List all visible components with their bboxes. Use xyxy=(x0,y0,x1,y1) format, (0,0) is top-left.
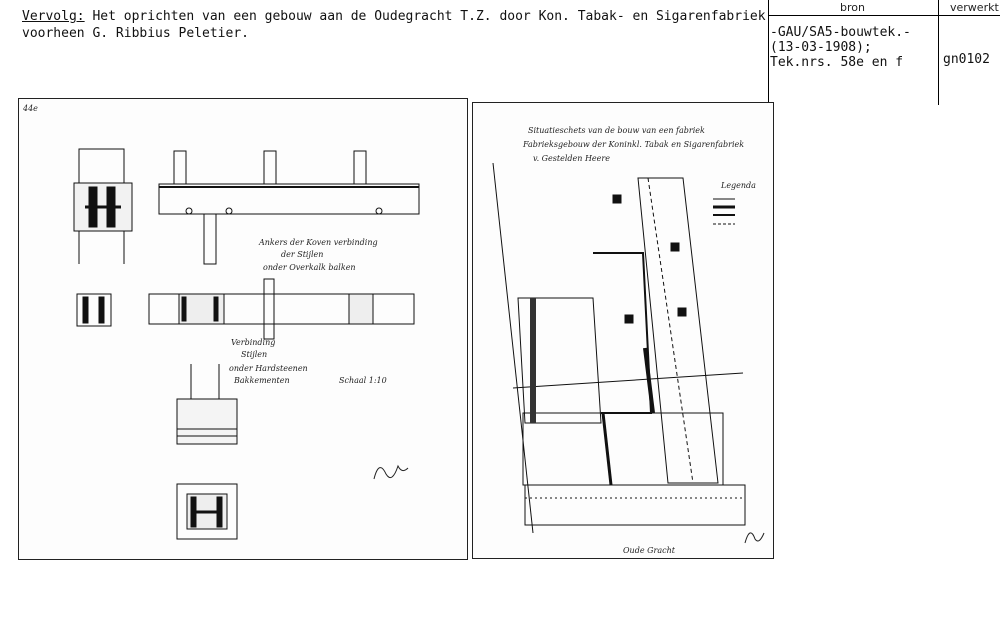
header-line-2: voorheen G. Ribbius Peletier. xyxy=(22,26,249,41)
label-anchors-b: der Stijlen xyxy=(281,250,324,259)
label-connection-c: onder Hardsteenen xyxy=(229,364,308,373)
col-header-verwerkt: verwerkt xyxy=(950,1,999,14)
drawing-sheet-left xyxy=(18,98,468,560)
header-lead: Vervolg: xyxy=(22,9,85,24)
label-connection: Verbinding xyxy=(231,338,276,347)
table-header-rule xyxy=(768,15,1000,16)
verwerkt-cell: gn0102 xyxy=(943,52,990,67)
site-plan-drawing xyxy=(473,103,773,558)
sheet-number: 44e xyxy=(23,104,38,113)
col-header-bron: bron xyxy=(840,1,865,14)
plan-title-2: Fabrieksgebouw der Koninkl. Tabak en Sigarenfabriek xyxy=(523,140,745,149)
bron-cell: -GAU/SA5-bouwtek.- (13-03-1908); Tek.nrs. 58e en f xyxy=(770,25,911,70)
document-header xyxy=(22,8,766,42)
construction-detail-drawing xyxy=(19,99,467,559)
legend-keys xyxy=(713,199,735,224)
label-anchors-c: onder Overkalk balken xyxy=(263,263,356,272)
plan-title-1: Situatieschets van de bouw van een fabriek xyxy=(528,126,705,135)
source-table xyxy=(768,0,1000,105)
header-line-1: Het oprichten van een gebouw aan de Oudegracht T.Z. door Kon. Tabak- en Sigarenfabriek xyxy=(92,9,766,24)
legend-title: Legenda xyxy=(721,181,756,190)
label-connection-b: Stijlen xyxy=(241,350,268,359)
label-anchors: Ankers der Koven verbinding xyxy=(259,238,378,247)
street-label: Oude Gracht xyxy=(623,546,675,555)
scale-label: Schaal 1:10 xyxy=(339,376,387,385)
label-connection-d: Bakkementen xyxy=(234,376,290,385)
signature-mark xyxy=(374,466,408,479)
drawing-sheet-right xyxy=(472,102,774,559)
signature-mark-right xyxy=(745,533,764,543)
plan-title-3: v. Gestelden Heere xyxy=(533,154,610,163)
